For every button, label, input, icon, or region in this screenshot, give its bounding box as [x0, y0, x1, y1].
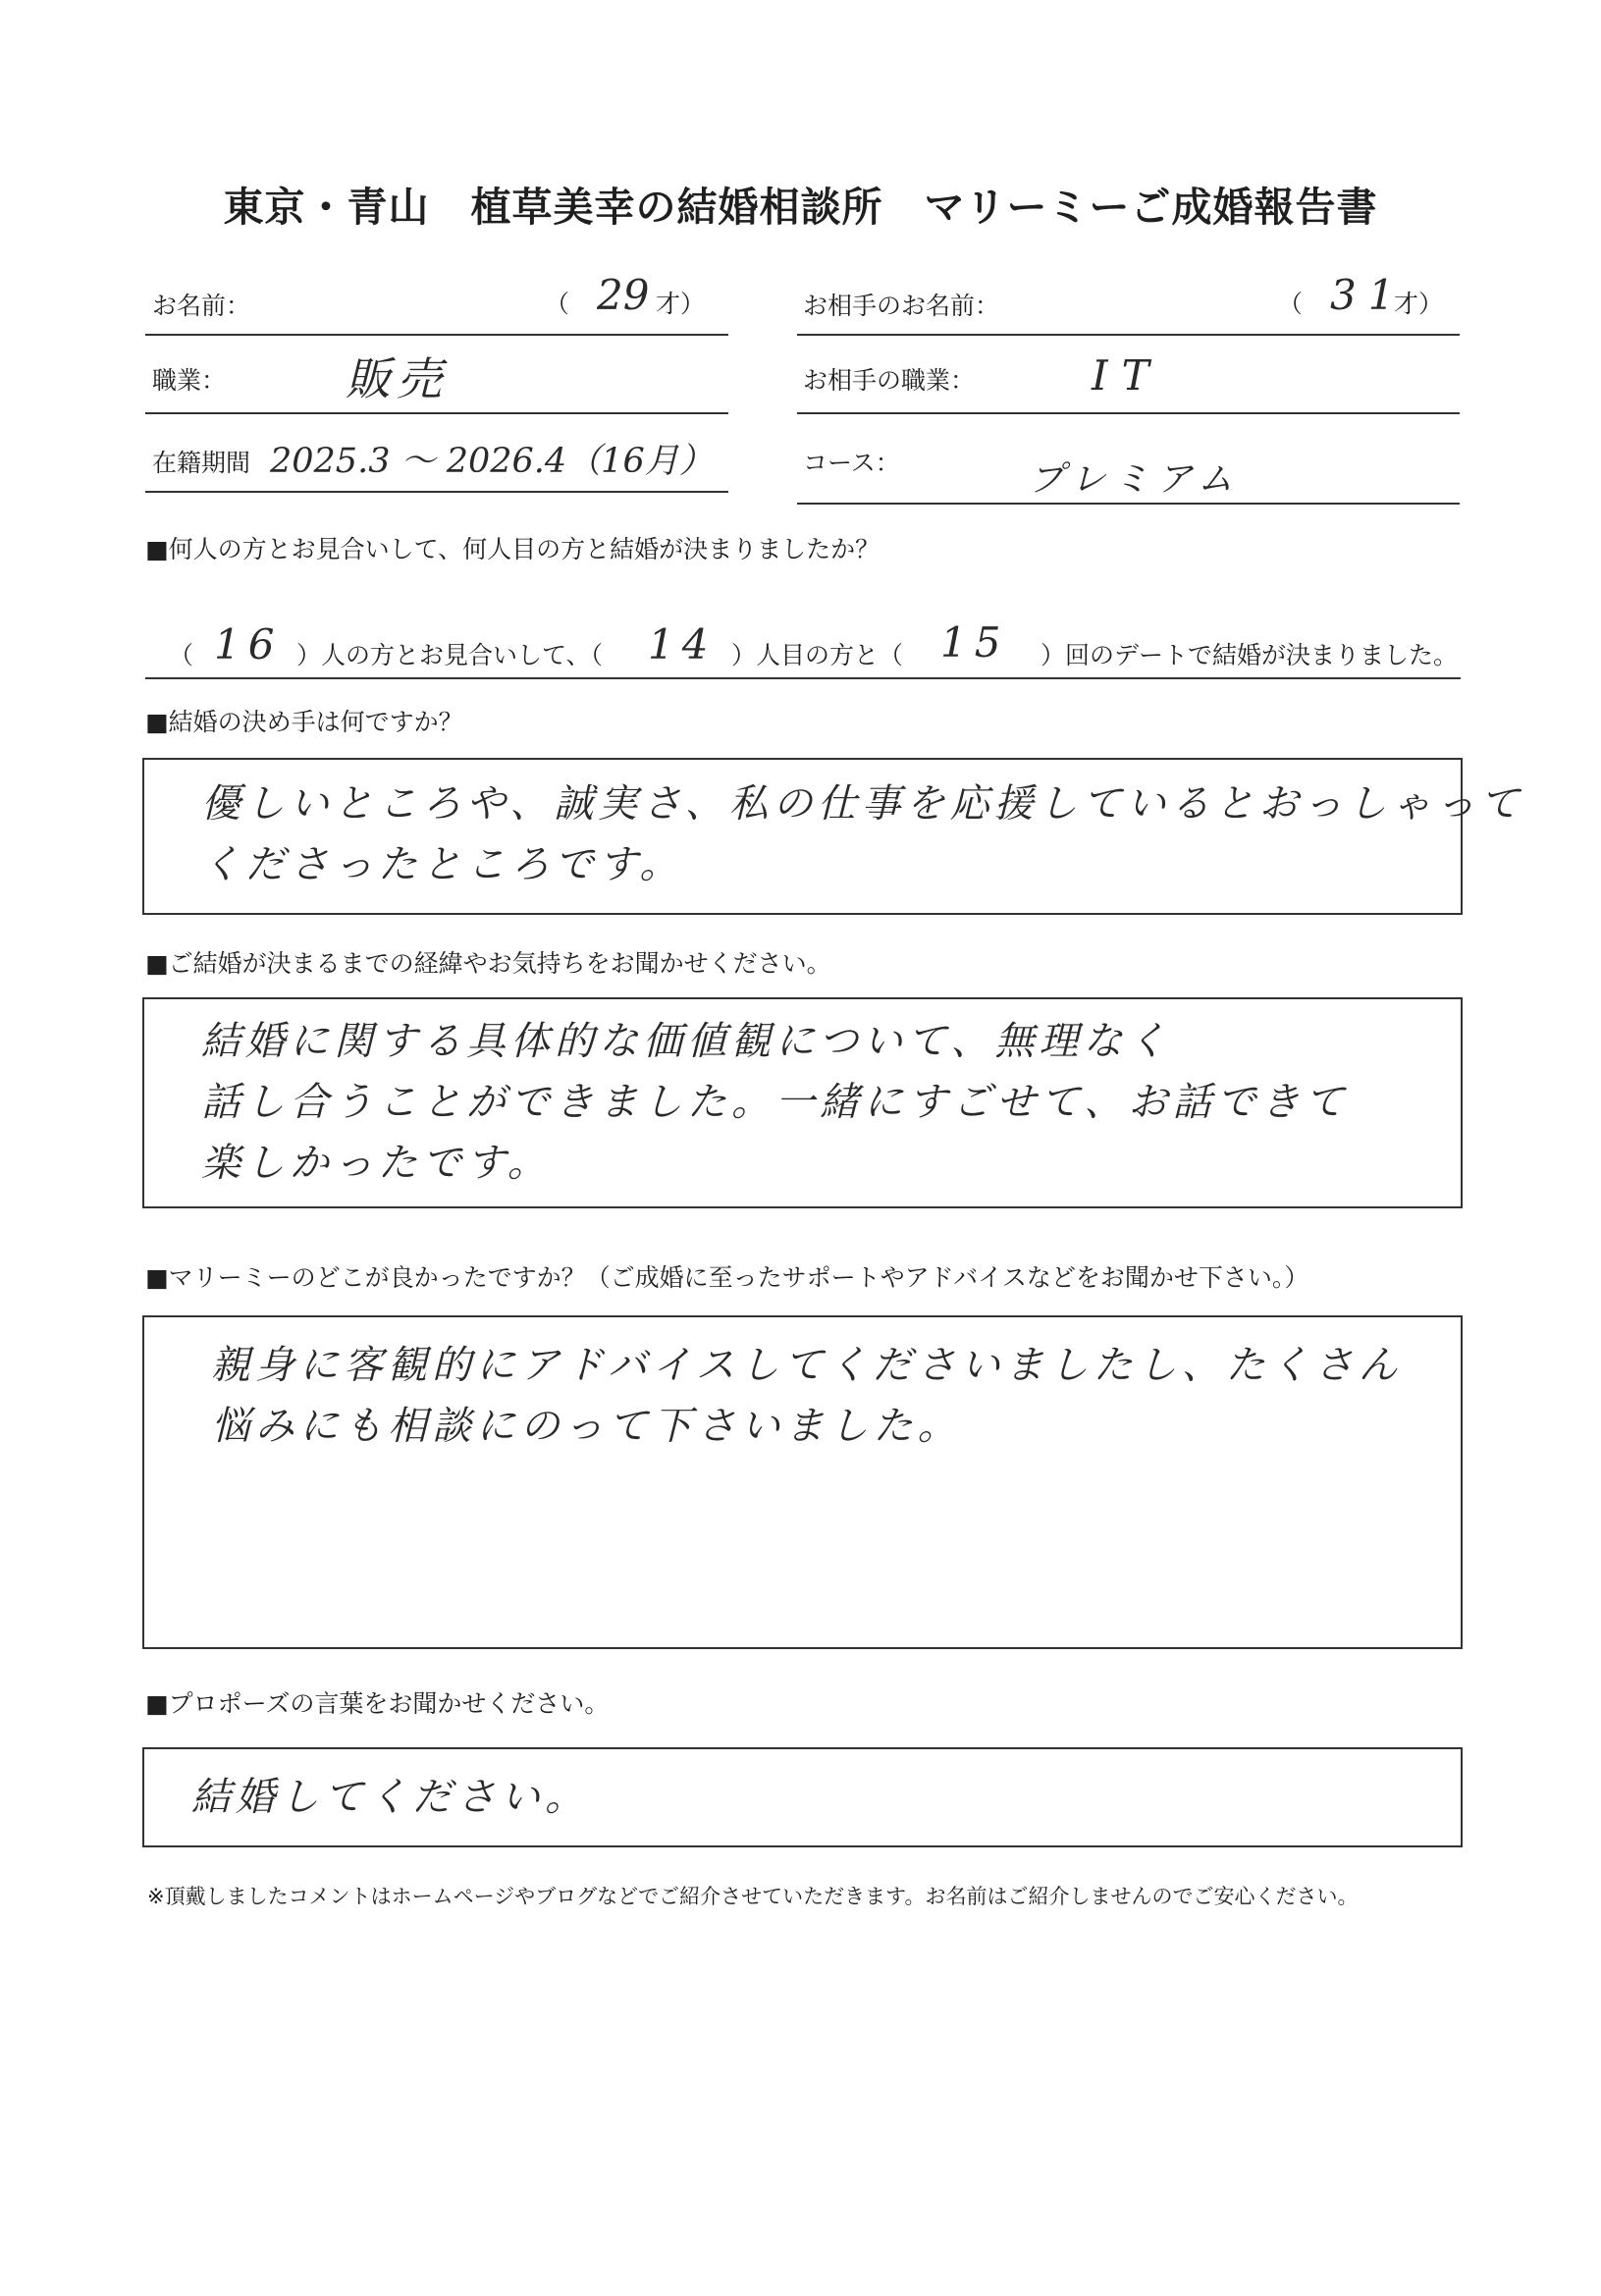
age-unit: 才）	[656, 290, 706, 318]
q3-answer: 結婚に関する具体的な価値観について、無理なく 話し合うことができました。一緒にすごせて、お話できて 楽しかったです。	[201, 1019, 1350, 1186]
q5-question: ■プロポーズの言葉をお聞かせください。	[145, 1689, 610, 1718]
q5-answer: 結婚してください。	[191, 1775, 589, 1820]
age-open: （	[545, 290, 570, 318]
name-label: お名前：	[152, 292, 251, 320]
partner-job-value: IT	[1092, 351, 1163, 400]
q2-answer: 優しいところや、誠実さ、私の仕事を応援しているとおっしゃって くださったところです。	[201, 781, 1524, 887]
q5-answer-box	[142, 1747, 1463, 1847]
q3-question: ■ご結婚が決まるまでの経緯やお気持ちをお聞かせください。	[145, 949, 831, 978]
partner-age-open: （	[1278, 290, 1304, 318]
partner-name-underline	[797, 334, 1460, 336]
partner-job-label: お相手の職業：	[803, 366, 976, 395]
q1-paren-1: （	[169, 641, 194, 669]
course-label: コース：	[803, 449, 900, 477]
name-underline	[145, 334, 728, 336]
date-count: 15	[940, 618, 1009, 667]
q1-text-2: ）人の方とお見合いして、（	[296, 641, 604, 669]
q1-underline	[145, 677, 1461, 679]
footer-note: ※頂戴しましたコメントはホームページやブログなどでご紹介させていただきます。お名前はご紹介しませんのでご安心ください。	[147, 1885, 1359, 1908]
course-underline	[797, 503, 1460, 505]
page-title: 東京・青山 植草美幸の結婚相談所 マリーミーご成婚報告書	[223, 184, 1378, 231]
partner-age-value: 31	[1330, 271, 1407, 319]
period-underline	[145, 491, 728, 493]
q1-question: ■何人の方とお見合いして、何人目の方と結婚が決まりましたか？	[145, 535, 881, 563]
partner-job-underline	[797, 412, 1460, 414]
q2-answer-box	[142, 758, 1524, 915]
partner-age-unit: 才）	[1394, 290, 1444, 318]
age-value: 29	[597, 271, 650, 319]
partner-name-label: お相手のお名前：	[803, 292, 1000, 320]
omiai-count: 16	[214, 620, 283, 668]
nth-person: 14	[648, 620, 717, 668]
job-value: 販売	[346, 352, 448, 405]
period-value: 2025.3 〜 2026.4（16月）	[270, 442, 714, 481]
job-label: 職業：	[152, 366, 227, 395]
q3-answer-box	[142, 997, 1463, 1208]
q1-text-3: ）人目の方と（	[731, 641, 904, 669]
period-label: 在籍期間	[152, 449, 251, 477]
q2-question: ■結婚の決め手は何ですか？	[145, 708, 463, 736]
q4-answer: 親身に客観的にアドバイスしてくださいましたし、たくさん 悩みにも相談にのって下さいました。	[211, 1343, 1403, 1449]
course-value: プレミアム	[1029, 459, 1242, 500]
q4-question: ■マリーミーのどこが良かったですか？（ご成婚に至ったサポートやアドバイスなどをお聞かせ下さい。）	[145, 1263, 1309, 1292]
q4-answer-box	[142, 1315, 1463, 1649]
q1-text-4: ）回のデートで結婚が決まりました。	[1041, 641, 1459, 669]
job-underline	[145, 412, 728, 414]
